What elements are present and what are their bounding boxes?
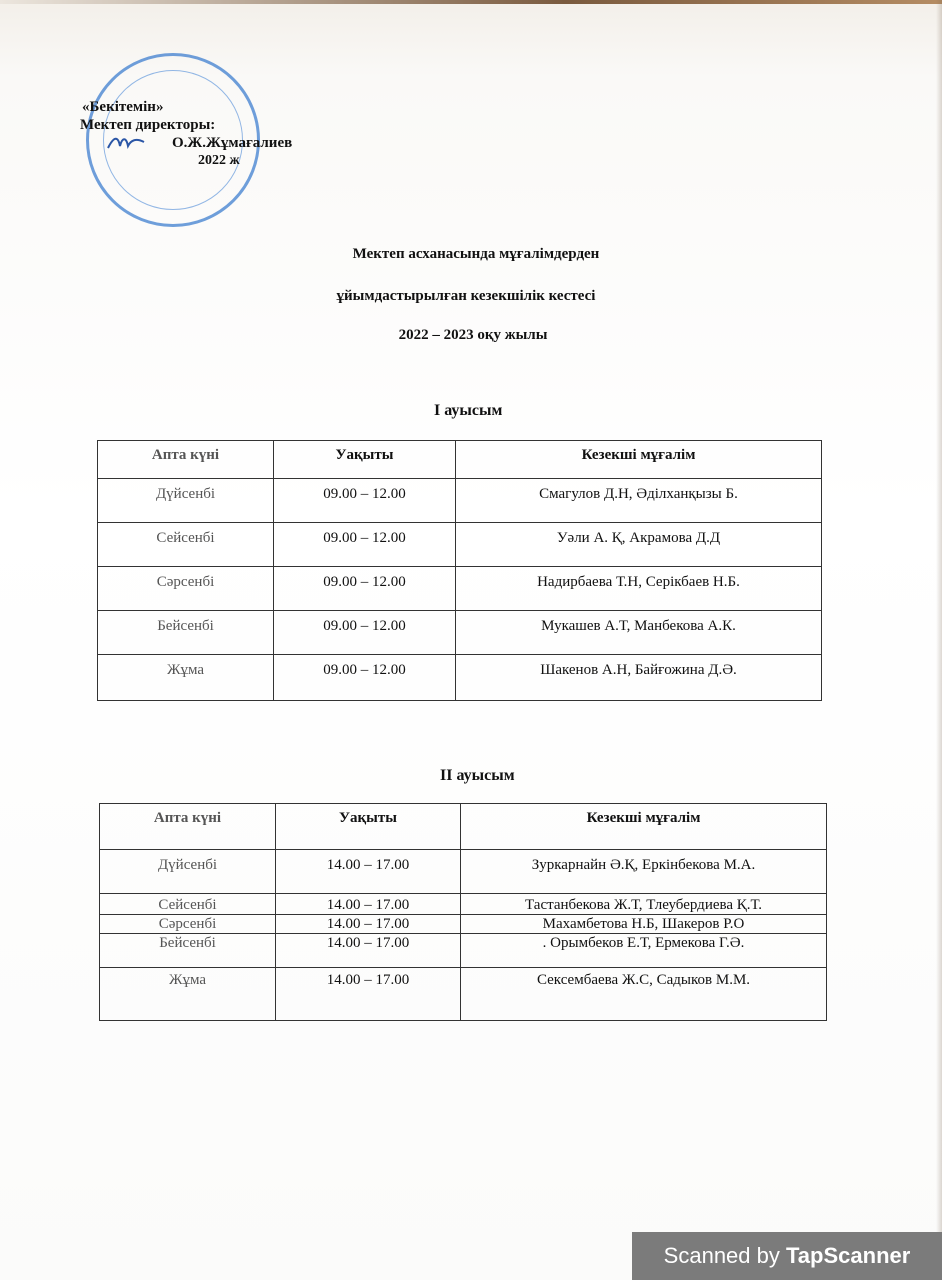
- table-row: [100, 894, 827, 915]
- cell-day: Сейсенбі: [100, 894, 276, 915]
- cell-teachers: Зуркарнайн Ә.Қ, Еркінбекова М.А.: [461, 850, 827, 894]
- cell-day: Бейсенбі: [98, 611, 274, 655]
- table-header-row: [98, 441, 822, 479]
- header-time: Уақыты: [274, 441, 456, 479]
- cell-day: Бейсенбі: [100, 934, 276, 968]
- shift-2-table: [99, 803, 827, 1021]
- table-row: [98, 567, 822, 611]
- cell-teachers: Уәли А. Қ, Акрамова Д.Д: [456, 523, 822, 567]
- cell-time: 09.00 – 12.00: [274, 523, 456, 567]
- header-day: Апта күні: [98, 441, 274, 479]
- cell-day: Дүйсенбі: [100, 850, 276, 894]
- cell-day: Сейсенбі: [98, 523, 274, 567]
- watermark-brand: TapScanner: [786, 1243, 911, 1268]
- cell-time: 09.00 – 12.00: [274, 655, 456, 701]
- paper-right-edge: [936, 0, 942, 1280]
- table-row: [100, 915, 827, 934]
- shift-1-table: [97, 440, 822, 701]
- cell-time: 14.00 – 17.00: [276, 934, 461, 968]
- cell-day: Жұма: [98, 655, 274, 701]
- header-time: Уақыты: [276, 804, 461, 850]
- cell-teachers: Махамбетова Н.Б, Шакеров Р.О: [461, 915, 827, 934]
- cell-teachers: Шакенов А.Н, Байғожина Д.Ә.: [456, 655, 822, 701]
- table-row: [100, 968, 827, 1021]
- cell-teachers: Мукашев А.Т, Манбекова А.К.: [456, 611, 822, 655]
- cell-teachers: . Орымбеков Е.Т, Ермекова Г.Ә.: [461, 934, 827, 968]
- table-row: [100, 850, 827, 894]
- cell-day: Сәрсенбі: [98, 567, 274, 611]
- scanner-watermark: [632, 1232, 942, 1280]
- table-row: [100, 934, 827, 968]
- table-row: [98, 479, 822, 523]
- cell-day: Дүйсенбі: [98, 479, 274, 523]
- cell-teachers: Смагулов Д.Н, Әділханқызы Б.: [456, 479, 822, 523]
- cell-teachers: Надирбаева Т.Н, Серікбаев Н.Б.: [456, 567, 822, 611]
- cell-teachers: Сексембаева Ж.С, Садыков М.М.: [461, 968, 827, 1021]
- approval-director-name: О.Ж.Жұмағалиев: [172, 135, 293, 151]
- table-row: [98, 523, 822, 567]
- cell-teachers: Тастанбекова Ж.Т, Тлеубердиева Қ.Т.: [461, 894, 827, 915]
- table-header-row: [100, 804, 827, 850]
- watermark-prefix: Scanned by: [663, 1243, 780, 1268]
- paper-top-edge: [0, 0, 942, 4]
- approval-year: 2022 ж: [198, 153, 240, 168]
- cell-time: 14.00 – 17.00: [276, 915, 461, 934]
- cell-day: Сәрсенбі: [100, 915, 276, 934]
- header-teacher: Кезекші мұғалім: [456, 441, 822, 479]
- header-day: Апта күні: [100, 804, 276, 850]
- header-teacher: Кезекші мұғалім: [461, 804, 827, 850]
- shift-2-title: ІІ ауысым: [440, 767, 515, 784]
- approval-line-2: Мектеп директоры:: [80, 117, 216, 133]
- cell-time: 14.00 – 17.00: [276, 850, 461, 894]
- cell-time: 14.00 – 17.00: [276, 968, 461, 1021]
- doc-title-line-1: Мектеп асханасында мұғалімдерден: [352, 246, 600, 262]
- cell-time: 09.00 – 12.00: [274, 611, 456, 655]
- doc-title-line-2: ұйымдастырылған кезекшілік кестесі: [336, 288, 596, 304]
- approval-line-1: «Бекітемін»: [82, 99, 164, 115]
- signature-icon: [106, 132, 146, 152]
- shift-1-title: І ауысым: [434, 402, 503, 419]
- table-row: [98, 611, 822, 655]
- cell-time: 09.00 – 12.00: [274, 479, 456, 523]
- cell-day: Жұма: [100, 968, 276, 1021]
- doc-title-year: 2022 – 2023 оқу жылы: [398, 327, 548, 343]
- table-row: [98, 655, 822, 701]
- cell-time: 09.00 – 12.00: [274, 567, 456, 611]
- cell-time: 14.00 – 17.00: [276, 894, 461, 915]
